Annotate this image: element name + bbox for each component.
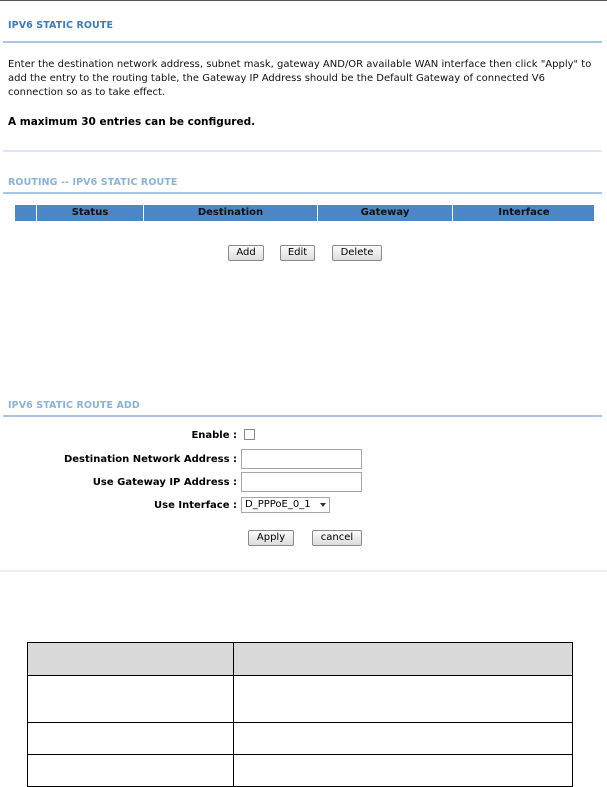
max-entries-note: A maximum 30 entries can be configured. <box>8 116 256 128</box>
bottom-table <box>27 642 573 787</box>
routing-table-header <box>15 205 594 221</box>
table-cell <box>28 723 234 755</box>
column-header-destination: Destination <box>143 205 317 221</box>
enable-checkbox[interactable] <box>244 429 255 440</box>
table-cell <box>28 755 234 787</box>
section-divider <box>3 150 602 152</box>
column-header-status: Status <box>36 205 143 221</box>
edit-button[interactable]: Edit <box>280 245 315 261</box>
table-cell <box>234 676 573 723</box>
table-row <box>28 643 573 676</box>
add-button[interactable]: Add <box>228 245 264 261</box>
top-border <box>0 0 607 1</box>
title-divider <box>3 41 602 43</box>
cancel-button[interactable]: cancel <box>312 530 362 546</box>
destination-network-address-input[interactable] <box>241 449 362 469</box>
chevron-down-icon <box>320 503 326 507</box>
table-cell <box>234 643 573 676</box>
interface-select-value: D_PPPoE_0_1 <box>245 499 311 510</box>
column-header-select <box>15 205 35 221</box>
table-cell <box>28 676 234 723</box>
gateway-ip-address-input[interactable] <box>241 472 362 492</box>
routing-title-divider <box>3 192 602 194</box>
page-title: IPV6 STATIC ROUTE <box>8 20 114 31</box>
gateway-label: Use Gateway IP Address : <box>92 477 237 488</box>
interface-label: Use Interface : <box>154 500 237 511</box>
routing-section-title: ROUTING -- IPV6 STATIC ROUTE <box>8 177 178 188</box>
table-row <box>28 676 573 723</box>
table-row <box>28 755 573 787</box>
delete-button[interactable]: Delete <box>332 245 382 261</box>
column-header-gateway: Gateway <box>317 205 452 221</box>
page-bottom-divider <box>0 570 607 572</box>
table-cell <box>234 755 573 787</box>
apply-button[interactable]: Apply <box>248 530 294 546</box>
interface-select[interactable] <box>241 497 330 513</box>
add-section-title: IPV6 STATIC ROUTE ADD <box>8 400 140 411</box>
table-cell <box>28 643 234 676</box>
table-row <box>28 723 573 755</box>
page-description: Enter the destination network address, subnet mask, gateway AND/OR available WAN interface then click "Apply" to add the entry to the routing table, the Gateway IP Address should be the Default Gateway of connected V6 connection so as to take effect. <box>8 59 592 98</box>
column-header-interface: Interface <box>452 205 595 221</box>
add-title-divider <box>3 415 602 417</box>
enable-label: Enable : <box>191 430 237 441</box>
destination-label: Destination Network Address : <box>63 454 237 465</box>
table-cell <box>234 723 573 755</box>
